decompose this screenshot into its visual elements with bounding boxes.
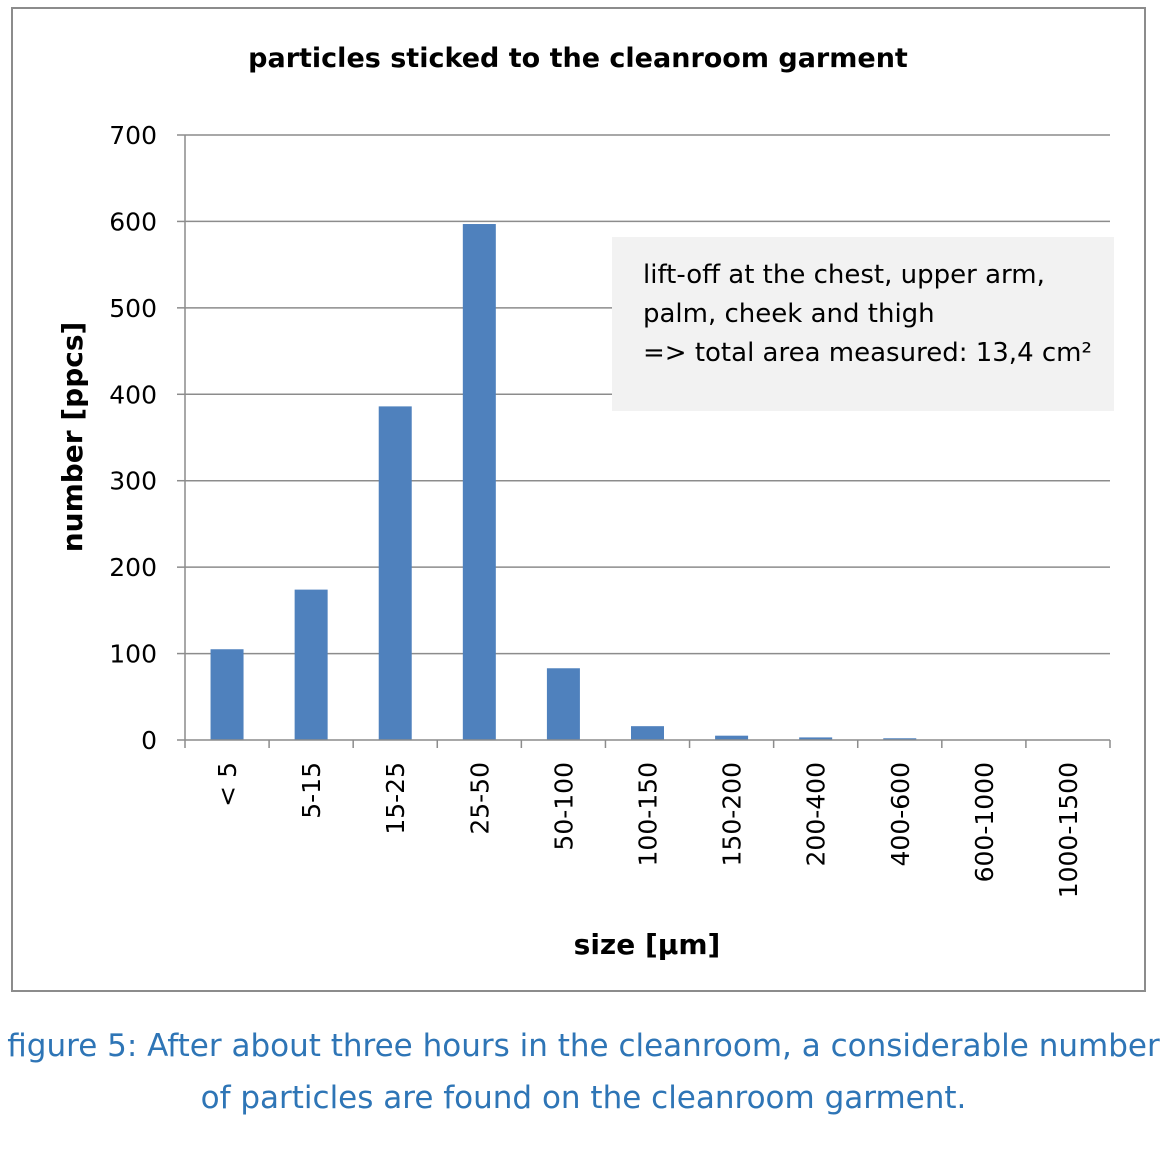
bar-2 [379,406,412,740]
bar-3 [463,224,496,740]
bar-4 [547,668,580,740]
y-tick-label: 600 [109,207,157,237]
x-tick-label: 50-100 [549,762,579,851]
x-tick-label: 200-400 [801,762,831,867]
bar-1 [295,590,328,740]
x-tick-labels [185,740,1110,898]
y-tick-label: 300 [109,466,157,496]
x-tick-label: 1000-1500 [1053,762,1083,899]
y-tick-label: 0 [141,726,157,755]
annotation-line-3: => total area measured: 13,4 cm² [643,338,1092,368]
x-tick-label: 100-150 [633,762,663,867]
x-tick-label: < 5 [213,762,243,807]
y-tick-label: 200 [109,553,157,583]
annotation-line-2: palm, cheek and thigh [643,299,935,329]
figure-caption-line-2: of particles are found on the cleanroom garment. [200,1080,967,1116]
figure-caption-line-1: figure 5: After about three hours in the cleanroom, a considerable number [7,1028,1160,1064]
y-tick-label: 100 [109,639,157,669]
y-tick-label: 400 [109,380,157,410]
x-tick-label: 15-25 [381,762,411,835]
y-tick-labels [109,121,185,755]
x-tick-label: 25-50 [465,762,495,835]
y-axis-label: number [ppcs] [56,321,89,553]
y-tick-label: 700 [109,121,157,150]
x-tick-label: 5-15 [297,762,327,819]
bar-0 [211,649,244,740]
x-tick-label: 400-600 [885,762,915,867]
x-tick-label: 150-200 [717,762,747,867]
x-tick-label: 600-1000 [969,762,999,883]
y-tick-label: 500 [109,293,157,323]
annotation-line-1: lift-off at the chest, upper arm, [643,260,1045,290]
chart-title: particles sticked to the cleanroom garment [248,43,908,74]
bar-5 [631,726,664,740]
x-axis-label: size [µm] [573,928,721,961]
